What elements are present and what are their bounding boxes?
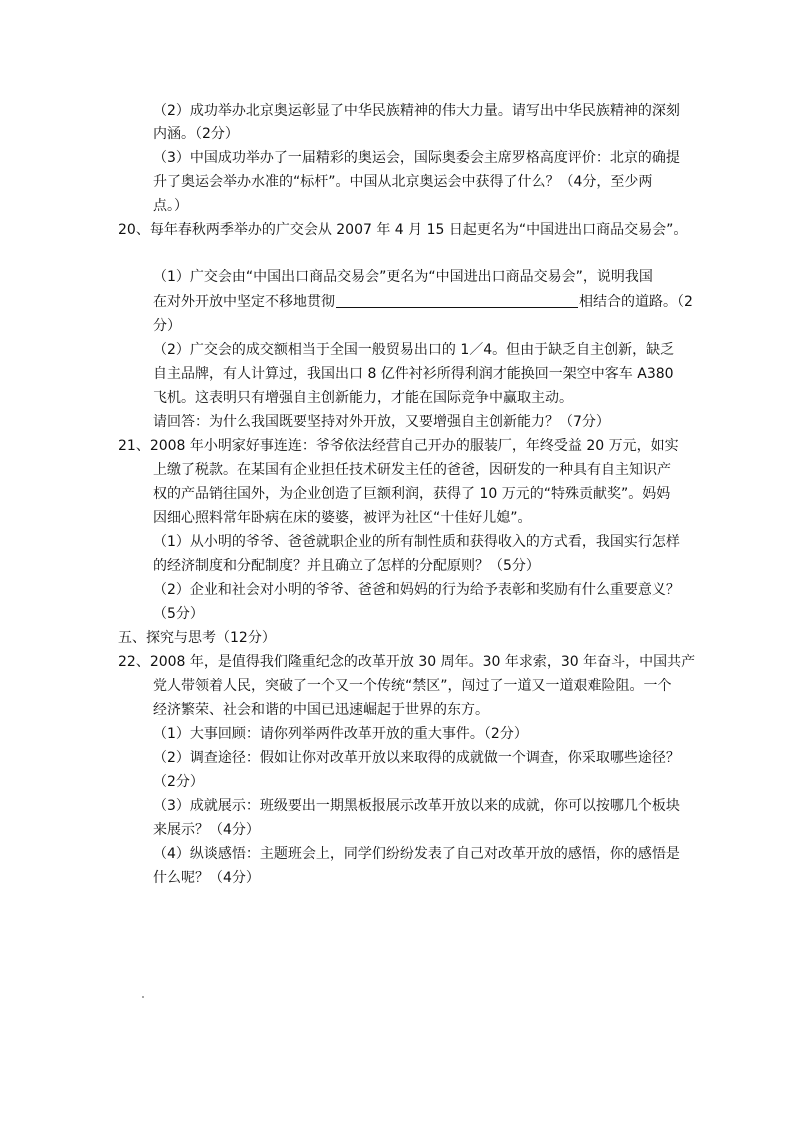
q22-part4-line2: 什么呢？（4分） [153, 870, 260, 886]
q20-part2-line1: （2）广交会的成交额相当于全国一般贸易出口的 1／4。但由于缺乏自主创新，缺乏 [153, 342, 675, 358]
q21-stem-line4: 因细心照料常年卧病在床的婆婆，被评为社区“十佳好儿媳”。 [153, 510, 532, 526]
q21-stem-line3: 权的产品销往国外，为企业创造了巨额利润，获得了 10 万元的“特殊贡献奖”。妈妈 [153, 486, 671, 502]
q20-part1-line2 [153, 290, 693, 314]
q20-part1-text-after-blank: 相结合的道路。（2 [579, 294, 693, 310]
q22-part2-line2: （2分） [153, 774, 204, 790]
q20-part1-line3: 分） [153, 318, 181, 334]
q20-part2-line2: 自主品牌，有人计算过，我国出口 8 亿件衬衫所得利润才能换回一架空中客车 A380 [153, 366, 674, 382]
answer-blank[interactable] [336, 291, 578, 308]
q20-part1-line1: （1）广交会由“中国出口商品交易会”更名为“中国进出口商品交易会”，说明我国 [153, 269, 653, 285]
q22-part2-line1: （2）调查途径：假如让你对改革开放以来取得的成就做一个调查，你采取哪些途径？ [153, 750, 680, 766]
q21-part2-line1: （2）企业和社会对小明的爷爷、爸爸和妈妈的行为给予表彰和奖励有什么重要意义？ [153, 582, 680, 598]
q19-part3-line2: 升了奥运会举办水准的“标杆”。中国从北京奥运会中获得了什么？（4分，至少两 [153, 174, 653, 190]
q19-part3-line1: （3）中国成功举办了一届精彩的奥运会，国际奥委会主席罗格高度评价：北京的确提 [153, 150, 680, 166]
q22-stem-line3: 经济繁荣、社会和谐的中国已迅速崛起于世界的东方。 [153, 702, 489, 718]
section-five-heading: 五、探究与思考（12分） [118, 630, 276, 646]
q22-part4-line1: （4）纵谈感悟：主题班会上，同学们纷纷发表了自己对改革开放的感悟，你的感悟是 [153, 846, 680, 862]
q20-stem: 20、每年春秋两季举办的广交会从 2007 年 4 月 15 日起更名为“中国进出口商品交易会”。 [118, 222, 688, 238]
q20-question: 请回答：为什么我国既要坚持对外开放，又要增强自主创新能力？（7分） [153, 414, 610, 430]
q19-part3-line3: 点。） [153, 198, 188, 214]
scan-dot [142, 996, 144, 998]
q22-part3-line1: （3）成就展示：班级要出一期黑板报展示改革开放以来的成就，你可以按哪几个板块 [153, 798, 680, 814]
q22-stem-line1: 22、2008 年，是值得我们隆重纪念的改革开放 30 周年。30 年求索，30 年奋斗，中国共产 [118, 654, 696, 670]
q20-part1-text-before-blank: 在对外开放中坚定不移地贯彻 [153, 294, 335, 310]
q21-stem-line1: 21、2008 年小明家好事连连：爷爷依法经营自己开办的服装厂，年终受益 20 万元，如实 [118, 438, 679, 454]
q22-part3-line2: 来展示？（4分） [153, 822, 260, 838]
q19-part2-line2: 内涵。（2分） [153, 126, 239, 142]
q20-part2-line3: 飞机。这表明只有增强自主创新能力，才能在国际竞争中赢取主动。 [153, 390, 573, 406]
q21-part1-line2: 的经济制度和分配制度？并且确立了怎样的分配原则？（5分） [153, 558, 540, 574]
q21-part1-line1: （1）从小明的爷爷、爸爸就职企业的所有制性质和获得收入的方式看，我国实行怎样 [153, 534, 680, 550]
q19-part2-line1: （2）成功举办北京奥运彰显了中华民族精神的伟大力量。请写出中华民族精神的深刻 [153, 103, 680, 119]
q22-stem-line2: 党人带领着人民，突破了一个又一个传统“禁区”，闯过了一道又一道艰难险阻。一个 [153, 678, 672, 694]
q21-stem-line2: 上缴了税款。在某国有企业担任技术研发主任的爸爸，因研发的一种具有自主知识产 [153, 462, 671, 478]
q21-part2-line2: （5分） [153, 606, 204, 622]
q22-part1: （1）大事回顾：请你列举两件改革开放的重大事件。（2分） [153, 726, 528, 742]
